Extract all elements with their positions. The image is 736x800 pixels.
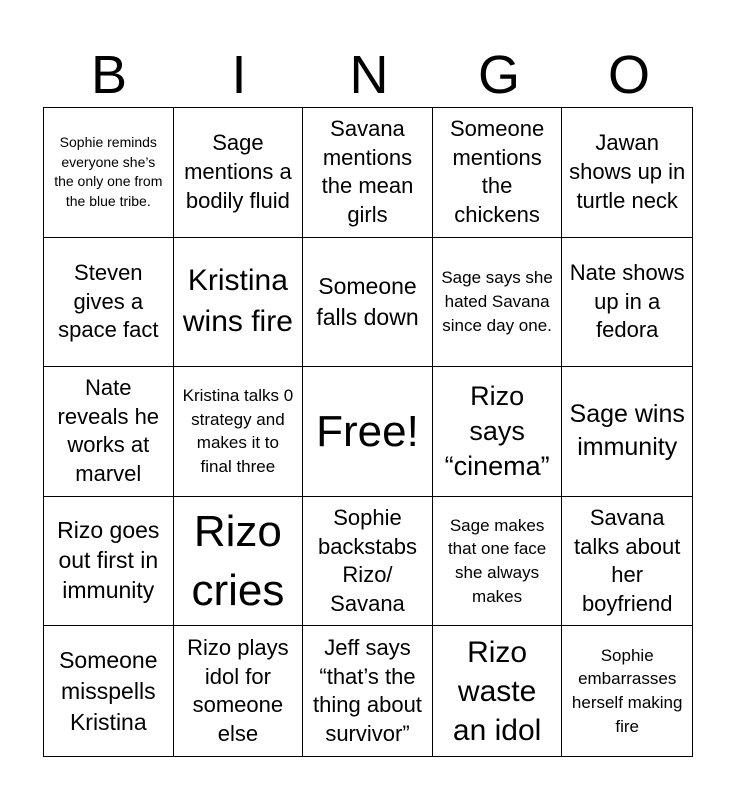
bingo-cell[interactable]: Sage mentions a bodily fluid <box>174 108 304 238</box>
bingo-cell[interactable]: Someone misspells Kristina <box>44 626 174 756</box>
bingo-cell[interactable]: Rizo goes out first in immunity <box>44 497 174 627</box>
bingo-cell[interactable]: Rizo waste an idol <box>433 626 563 756</box>
bingo-cell[interactable]: Jawan shows up in turtle neck <box>562 108 692 238</box>
bingo-cell[interactable]: Sage makes that one face she always makes <box>433 497 563 627</box>
bingo-cell[interactable]: Sage wins immunity <box>562 367 692 497</box>
bingo-cell[interactable]: Sage says she hated Savana since day one. <box>433 238 563 368</box>
bingo-cell[interactable]: Rizo cries <box>174 497 304 627</box>
bingo-cell[interactable]: Rizo says “cinema” <box>433 367 563 497</box>
bingo-cell[interactable]: Nate reveals he works at marvel <box>44 367 174 497</box>
bingo-cell[interactable]: Sophie reminds everyone she’s the only one from the blue tribe. <box>44 108 174 238</box>
bingo-cell[interactable]: Savana talks about her boyfriend <box>562 497 692 627</box>
bingo-board <box>43 107 693 757</box>
header-letter-o: O <box>607 45 650 105</box>
free-space[interactable]: Free! <box>303 367 433 497</box>
bingo-cell[interactable]: Nate shows up in a fedora <box>562 238 692 368</box>
bingo-cell[interactable]: Kristina talks 0 strategy and makes it to final three <box>174 367 304 497</box>
bingo-cell[interactable]: Savana mentions the mean girls <box>303 108 433 238</box>
bingo-cell[interactable]: Kristina wins fire <box>174 238 304 368</box>
bingo-cell[interactable]: Someone falls down <box>303 238 433 368</box>
bingo-cell[interactable]: Someone mentions the chickens <box>433 108 563 238</box>
bingo-cell[interactable]: Sophie embarrasses herself making fire <box>571 645 683 736</box>
header-letter-b: B <box>90 45 128 105</box>
bingo-cell[interactable]: Jeff says “that’s the thing about survivor” <box>303 626 433 756</box>
bingo-cell[interactable]: Rizo plays idol for someone else <box>174 626 304 756</box>
bingo-header <box>44 44 694 106</box>
header-letter-n: N <box>349 45 389 105</box>
header-letter-i: I <box>231 45 247 105</box>
bingo-cell[interactable]: Sophie backstabs Rizo/ Savana <box>303 497 433 627</box>
bingo-cell[interactable]: Steven gives a space fact <box>44 238 174 368</box>
header-letter-g: G <box>477 45 520 105</box>
